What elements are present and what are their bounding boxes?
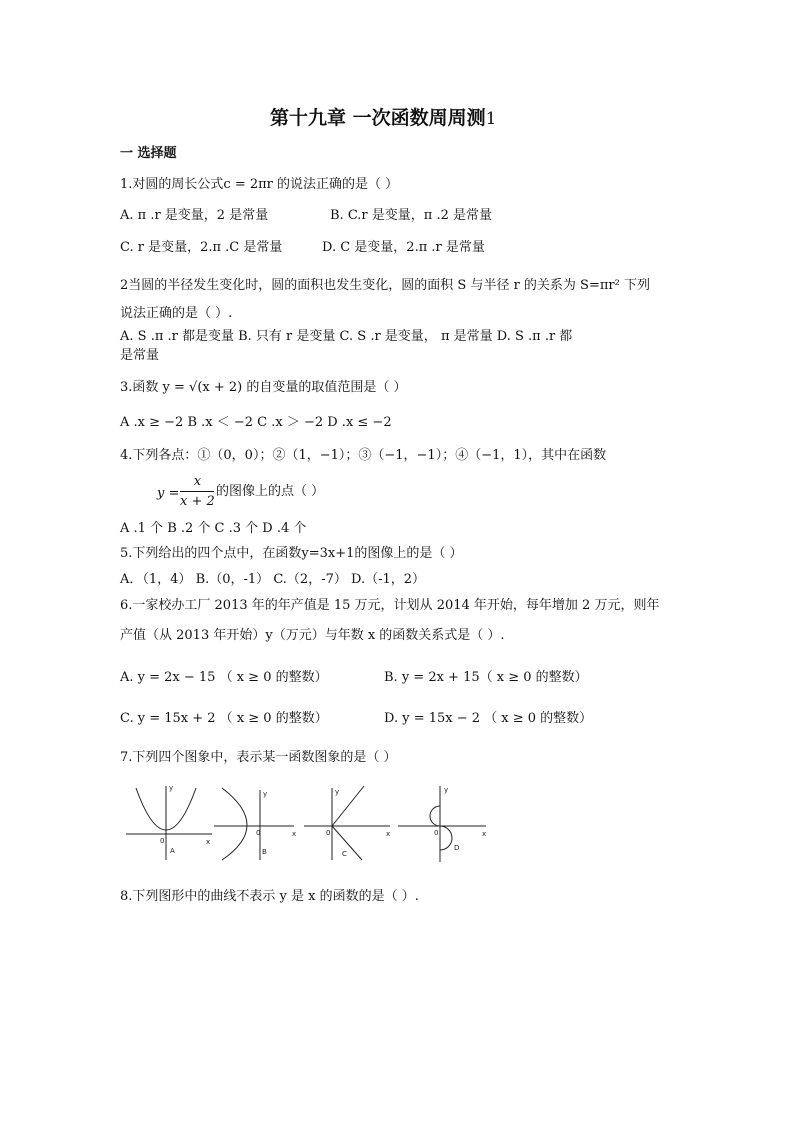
question-1-stem: 1.对圆的周长公式c = 2πr 的说法正确的是（ ） bbox=[120, 177, 399, 192]
page-title bbox=[270, 106, 496, 131]
graph-d-letter: D bbox=[454, 844, 460, 852]
question-4-stem: 4.下列各点：①（0，0）；②（1，−1）；③（−1，−1）；④（−1，1），其中在函数 bbox=[120, 448, 607, 463]
question-4-fraction bbox=[180, 474, 215, 509]
question-2-options: A. S .π .r 都是变量 B. 只有 r 是变量 C. S .r 是变量， π 是常量 D. S .π .r 都 bbox=[120, 329, 573, 344]
graph-c-origin-label: 0 bbox=[326, 829, 331, 837]
graph-b-origin-label: 0 bbox=[256, 829, 261, 837]
question-1-option-c: C. r 是变量，2.π .C 是常量 bbox=[120, 240, 283, 255]
graph-c-y-label: y bbox=[335, 788, 340, 796]
question-6-option-b: B. y = 2x + 15（ x ≥ 0 的整数） bbox=[384, 670, 588, 685]
graph-c-letter: C bbox=[342, 850, 347, 858]
graph-b-letter: B bbox=[262, 848, 267, 856]
fraction-numerator: x bbox=[193, 474, 202, 489]
question-7-stem: 7.下列四个图象中，表示某一函数图象的是（ ） bbox=[120, 750, 397, 765]
question-4-func-y: y = bbox=[157, 486, 180, 501]
graph-a-letter: A bbox=[170, 847, 175, 855]
question-1-option-b: B. C.r 是变量，π .2 是常量 bbox=[330, 208, 492, 223]
question-4-func-tail: 的图像上的点（ ） bbox=[216, 484, 325, 499]
question-2-line-2: 说法正确的是（ ）. bbox=[120, 306, 233, 321]
graph-c bbox=[302, 782, 397, 862]
section-heading: 一 选择题 bbox=[120, 146, 177, 161]
title-text: 第十九章 一次函数周周测 bbox=[270, 107, 486, 129]
question-4-options: A .1 个 B .2 个 C .3 个 D .4 个 bbox=[120, 521, 307, 536]
question-6-line-1: 6.一家校办工厂 2013 年的年产值是 15 万元，计划从 2014 年开始，每年增加 2 万元，则年 bbox=[120, 598, 660, 613]
graph-b-y-label: y bbox=[263, 790, 268, 798]
question-6-line-2: 产值（从 2013 年开始）y（万元）与年数 x 的函数关系式是（ ）. bbox=[120, 628, 505, 643]
question-6-option-c: C. y = 15x + 2 （ x ≥ 0 的整数） bbox=[120, 711, 328, 726]
graph-c-x-label: x bbox=[386, 830, 391, 838]
question-1-option-a: A. π .r 是变量，2 是常量 bbox=[120, 208, 269, 223]
question-1-option-d: D. C 是变量，2.π .r 是常量 bbox=[322, 240, 485, 255]
graph-a bbox=[122, 782, 217, 862]
graph-d-y-label: y bbox=[444, 786, 449, 794]
question-5-stem: 5.下列给出的四个点中，在函数y=3x+1的图像上的是（ ） bbox=[120, 546, 463, 561]
question-8-stem: 8.下列图形中的曲线不表示 y 是 x 的函数的是（ ）. bbox=[120, 889, 419, 904]
question-2-options-cont: 是常量 bbox=[120, 348, 160, 363]
graph-b bbox=[212, 782, 307, 862]
question-6-option-a: A. y = 2x − 15 （ x ≥ 0 的整数） bbox=[120, 670, 328, 685]
fraction-bar bbox=[180, 491, 214, 492]
question-6-option-d: D. y = 15x − 2 （ x ≥ 0 的整数） bbox=[384, 711, 593, 726]
question-5-options: A．（1，4） B.（0，-1） C.（2，-7） D.（-1，2） bbox=[120, 572, 426, 587]
question-2-line-1: 2当圆的半径发生变化时，圆的面积也发生变化，圆的面积 S 与半径 r 的关系为 S=πr² 下列 bbox=[120, 278, 650, 293]
graph-d-origin-label: 0 bbox=[434, 829, 439, 837]
graph-a-y-label: y bbox=[169, 784, 174, 792]
graph-d bbox=[396, 782, 491, 862]
graph-d-x-label: x bbox=[482, 830, 487, 838]
question-3-options: A .x ≥ −2 B .x ＜ −2 C .x ＞ −2 D .x ≤ −2 bbox=[120, 415, 392, 430]
graph-a-origin-label: 0 bbox=[160, 837, 165, 845]
graph-b-x-label: x bbox=[292, 830, 297, 838]
fraction-denominator: x + 2 bbox=[180, 494, 215, 509]
graph-a-x-label: x bbox=[206, 838, 211, 846]
title-number: 1 bbox=[485, 109, 497, 129]
question-3-stem: 3.函数 y = √(x + 2) 的自变量的取值范围是（ ） bbox=[120, 380, 407, 395]
